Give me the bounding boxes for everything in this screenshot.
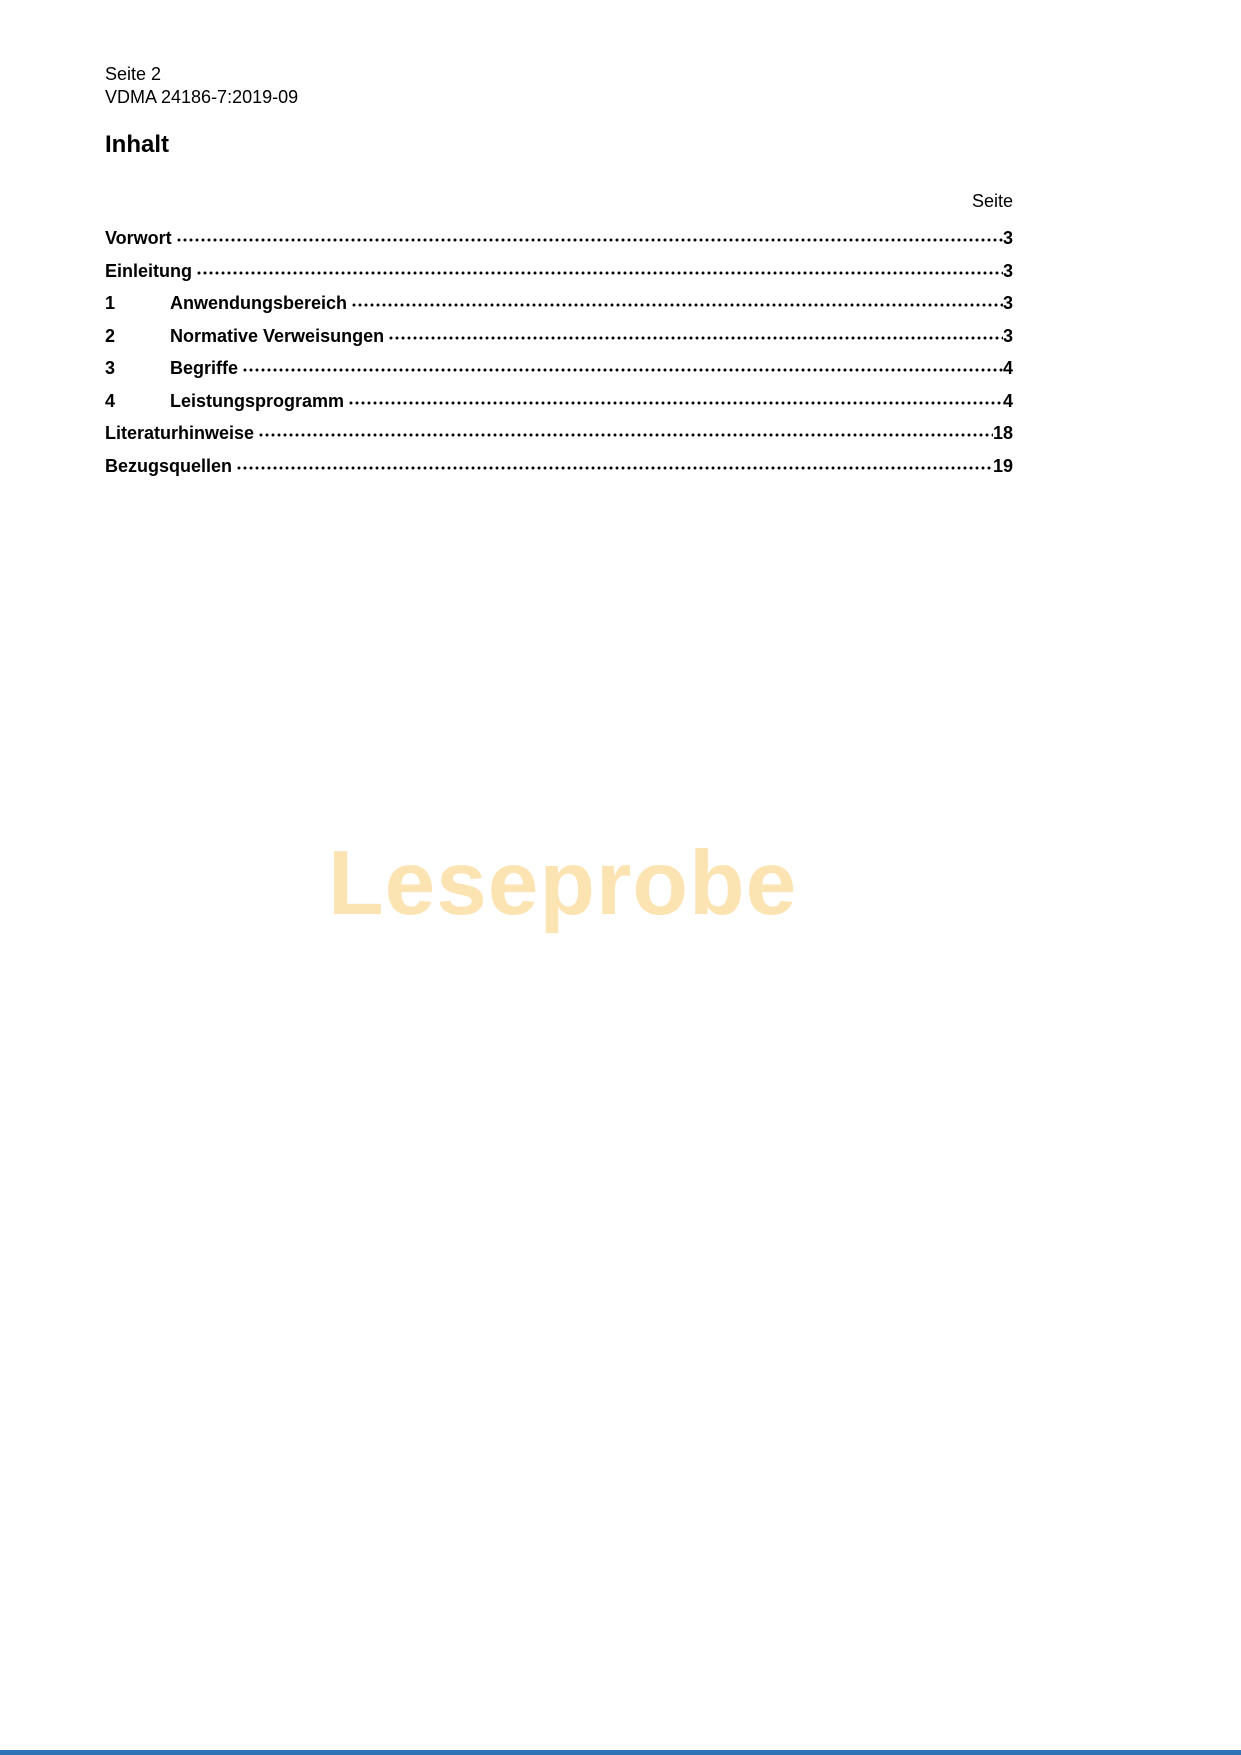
toc-entry-bezugsquellen <box>105 454 1013 487</box>
dot-leader <box>258 421 993 439</box>
page-header <box>105 63 298 109</box>
toc-entry-number: 1 <box>105 293 116 313</box>
dot-leader <box>176 226 1003 244</box>
toc-entry-page: 18 <box>992 423 1013 443</box>
dot-leader <box>196 259 1003 277</box>
dot-leader <box>236 454 993 472</box>
dot-leader <box>242 356 1003 374</box>
toc-entry-page: 3 <box>1002 228 1013 248</box>
toc-entry-label: Literaturhinweise <box>105 423 255 443</box>
header-document-number: VDMA 24186-7:2019-09 <box>105 87 299 107</box>
toc-entry-anwendungsbereich <box>105 291 1013 324</box>
dot-leader <box>348 389 1003 407</box>
page-title: Inhalt <box>105 131 169 158</box>
toc-entry-begriffe <box>105 356 1013 389</box>
toc-entry-page: 3 <box>1002 260 1013 281</box>
footer-accent-bar <box>0 1750 1241 1755</box>
toc-page-column-header: Seite <box>971 191 1013 211</box>
leseprobe-watermark: Leseprobe <box>328 833 798 934</box>
toc-entry-number: 2 <box>105 325 116 346</box>
toc-entry-page: 19 <box>992 455 1013 476</box>
dot-leader <box>388 324 1003 342</box>
toc-entry-literaturhinweise <box>105 421 1013 454</box>
toc-entry-label: Anwendungsbereich <box>170 293 348 313</box>
toc-entry-page: 3 <box>1002 293 1013 313</box>
toc-entry-label: Begriffe <box>170 358 239 378</box>
table-of-contents <box>105 226 1013 486</box>
toc-entry-label: Leistungsprogramm <box>170 390 345 411</box>
toc-entry-normative-verweisungen <box>105 324 1013 357</box>
dot-leader <box>351 291 1003 309</box>
header-page-indicator: Seite 2 <box>105 64 162 84</box>
toc-entry-number: 3 <box>105 358 116 378</box>
toc-entry-label: Bezugsquellen <box>105 455 233 476</box>
toc-entry-page: 4 <box>1002 358 1013 378</box>
toc-entry-vorwort <box>105 226 1013 259</box>
toc-entry-page: 3 <box>1002 325 1013 346</box>
toc-entry-leistungsprogramm <box>105 389 1013 422</box>
toc-entry-label: Vorwort <box>105 228 172 248</box>
toc-entry-page: 4 <box>1002 390 1013 411</box>
toc-entry-label: Einleitung <box>105 260 192 281</box>
toc-entry-label: Normative Verweisungen <box>170 325 385 346</box>
toc-entry-einleitung <box>105 259 1013 292</box>
toc-entry-number: 4 <box>105 390 116 411</box>
